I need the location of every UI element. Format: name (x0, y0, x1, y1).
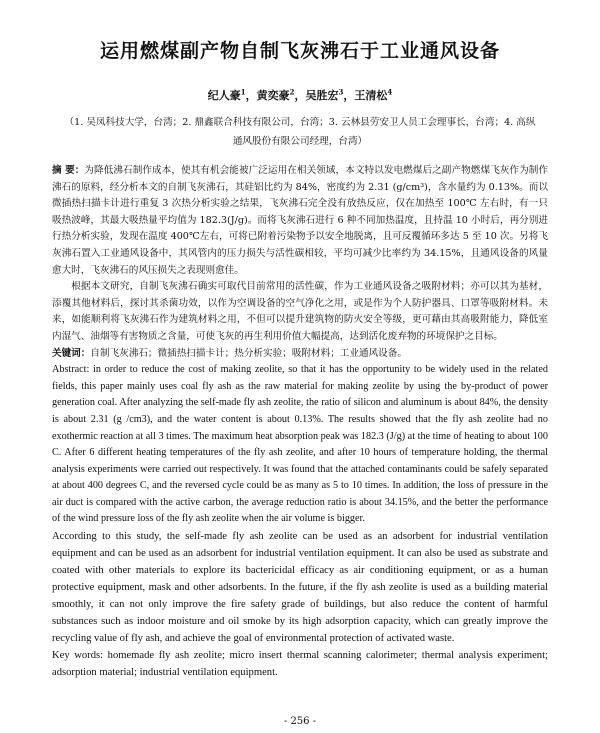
author-name: 黄奕豪 (256, 89, 290, 102)
author-affiliation-index: 4 (387, 87, 393, 97)
keywords-cn (52, 346, 548, 363)
keywords-en-label: Key words: (52, 650, 104, 662)
author-list (52, 87, 548, 103)
page-number: - 256 - (283, 716, 317, 727)
author-affiliation-index: 2 (289, 87, 295, 97)
keywords-cn-text: 自制飞灰沸石；微插热扫描卡计；热分析实验；吸附材料；工业通风设备。 (90, 347, 407, 359)
abstract-cn-label: 摘 要： (52, 165, 85, 176)
abstract-en-text: in order to reduce the cost of making zeolite, so that it has the opportunity to be widely used in the related fields, this paper mainly uses coal fly ash as the raw material for making zeolite by using the by-product of power generation coal. After analyzing the self-made fly ash zeolite, the ratio of silicon and aluminum is about 84%, the density is about 2.31 (g /cm3), and the water content is about 0.13%. The results showed that the fly ash zeolite had no exothermic reaction at all 3 times. The maximum heat absorption peak was 182.3 (J/g) at the time of heating to about 100 C. After 6 different heating temperatures of the fly ash zeolite, and after 10 hours of temperature holding, the thermal analysis experiments were carried out respectively. It was found that the attached contaminants could be safely separated at about 400 degrees C, and the reversed cycle could be as many as 5 to 10 times. In addition, the loss of pressure in the air duct is compared with the active carbon, the average reduction ratio is about 34.15%, and the better the performance of the wind pressure loss of the fly ash zeolite when the air volume is bigger. (52, 364, 549, 525)
abstract-en-label: Abstract: (52, 364, 90, 376)
author-separator: ， (245, 89, 257, 102)
author-separator: ， (294, 89, 306, 102)
author-affiliation-index: 3 (338, 87, 344, 97)
author-affiliation-index: 1 (240, 87, 246, 97)
author-name: 纪人豪 (207, 89, 241, 102)
keywords-en (52, 647, 548, 681)
conclusion-en: According to this study, the self-made fly ash zeolite can be used as an adsorbent for industrial ventilation equipment and can be used as an adsorbent for industrial ventilation equipment. It can also be used as substrate and coated with other materials to explore its bactericidal efficacy as air conditioning equipment, or as a human protective equipment, mask and other adsorbents. In the future, if the fly ash zeolite is used as a building material smoothly, it can not only improve the fire safety grade of buildings, but also reduce the content of harmful substances such as indoor moisture and oil smoke by its high adsorption capacity, which can greatly improve the recycling value of fly ash, and achieve the goal of environmental protection of activated waste. (52, 531, 548, 645)
paper-title: 运用燃煤副产物自制飞灰沸石于工业通风设备 (99, 40, 500, 62)
affiliations: （1. 吴凤科技大学，台湾；2. 鼎鑫联合科技有限公司，台湾；3. 云林县劳安卫人员工会理事长，台湾；4. 高纵通风股份有限公司经理，台湾） (64, 117, 536, 147)
keywords-en-text: homemade fly ash zeolite; micro insert thermal scanning calorimeter; thermal analysis experiment; adsorption material; industrial ventilation equipment. (52, 650, 548, 679)
abstract-cn-text: 为降低沸石制作成本，使其有机会能被广泛运用在相关领域，本文特以发电燃煤后之副产物燃煤飞灰作为制作沸石的原料，经分析本文的自制飞灰沸石，其硅铝比约为 84%，密度约为 2.31 (g/cm³)，含水量约为 0.13%。而以微插热扫描卡计进行重复 3 次热分析实验之结果，飞灰沸石完全没有放热反应，仅在加热至 100℃ 左右时，有一只吸热波峰，其最大吸热量平均值为 182.3(J/g)。而将飞灰沸石进行 6 种不同加热温度，且持温 10 小时后，再分别进行热分析实验，发现在温度 400℃左右，可将已附着污染物予以安全地脱离，且可反覆循环多达 5 至 10 次。另将飞灰沸石置入工业通风设备中，其风管内的压力损失与活性碳相较，平均可减少比率约为 34.15%，且通风设备的风量愈大时，飞灰沸石的风压损失之表现则愈佳。 (52, 165, 548, 276)
author-name: 吴胜宏 (305, 89, 339, 102)
author-separator: ， (343, 89, 355, 102)
abstract-en (52, 362, 548, 528)
author-name: 王清松 (354, 89, 388, 102)
keywords-cn-label: 关键词： (52, 347, 91, 359)
abstract-cn (52, 163, 548, 279)
conclusion-cn: 根据本文研究，自制飞灰沸石确实可取代目前常用的活性碳，作为工业通风设备之吸附材料；亦可以其为基材，添覆其他材料后，探讨其杀菌功效，以作为空调设备的空气净化之用，或是作为个人防护器具、口罩等吸附材料。未来，如能顺利将飞灰沸石作为建筑材料之用，不但可以提升建筑物的防火安全等级，更可藉由其高吸附能力，降低室内湿气、油烟等有害物质之含量，可使飞灰的再生利用价值大幅提高，达到活化废弃物的环境保护之目标。 (52, 281, 548, 342)
